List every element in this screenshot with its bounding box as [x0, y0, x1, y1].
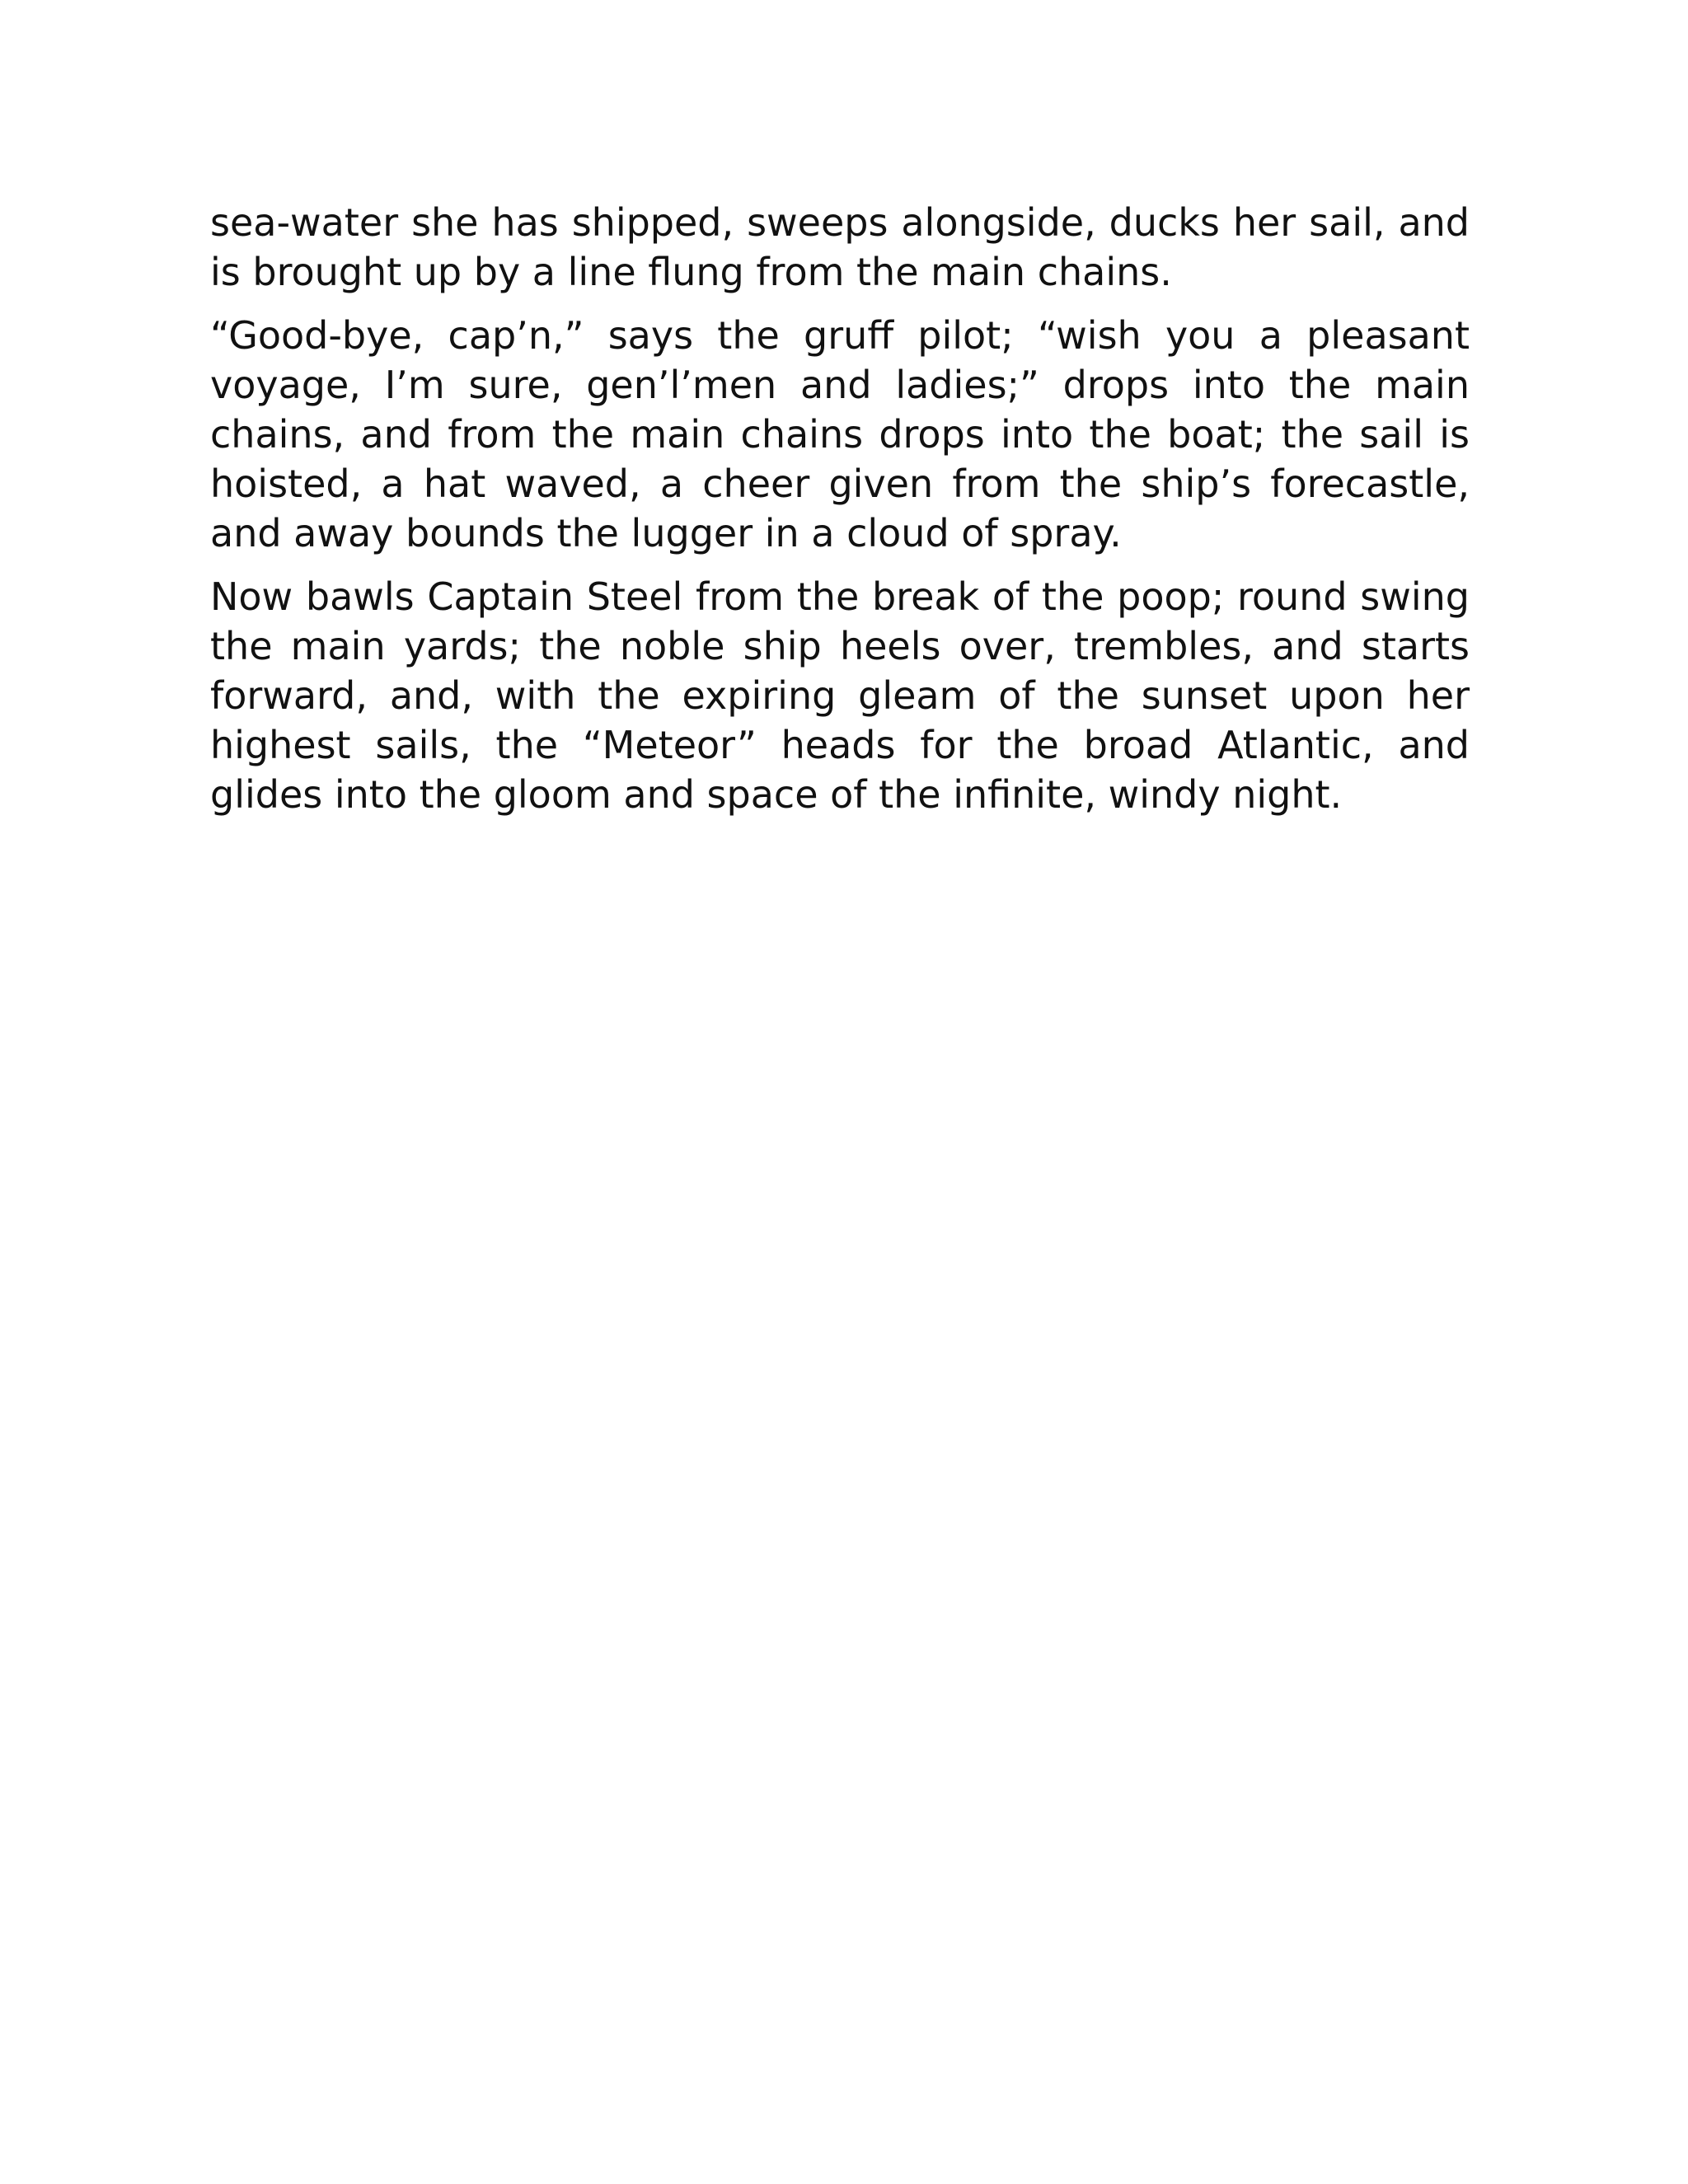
paragraph: Now bawls Captain Steel from the break of the poop; round swing the main yards; the noble ship heels over, trembles, and starts forward, and, with the expiring gleam of the sunset upon her highest sails, the “Meteor” heads for the broad Atlantic, and glides into the gloom and space of the infinite, windy night. [210, 574, 1470, 817]
paragraph: “Good-bye, cap’n,” says the gruff pilot; “wish you a pleasant voyage, I’m sure, gen’l’men and ladies;” drops into the main chains, and from the main chains drops into the boat; the sail is hoisted, a hat waved, a cheer given from the ship’s forecastle, and away bounds the lugger in a cloud of spray. [210, 313, 1470, 555]
paragraph: sea-water she has shipped, sweeps alongside, ducks her sail, and is brought up by a line flung from the main chains. [210, 200, 1470, 294]
body-text [210, 198, 1470, 833]
